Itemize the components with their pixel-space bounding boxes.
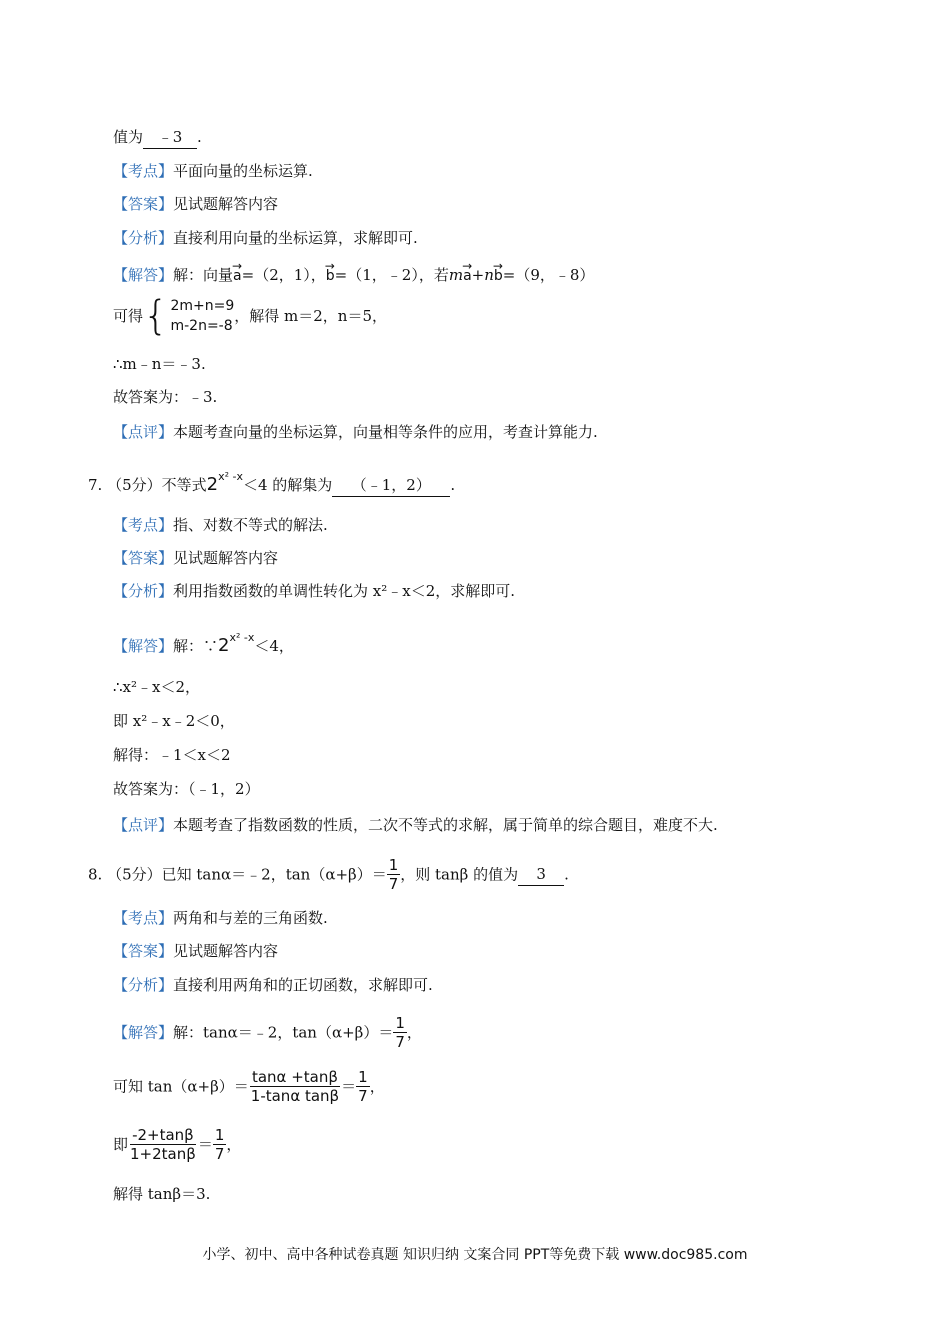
- q8-fraction-4: $\frac{1}{7}$: [214, 1126, 225, 1163]
- q6-daan: 【答案】见试题解答内容: [113, 195, 279, 213]
- q6-guda: 故答案为：﹣3.: [113, 388, 218, 406]
- q7-step3: 解得：﹣1＜x＜2: [113, 746, 231, 764]
- vector-b: → b: [326, 259, 335, 287]
- q6-fenxi: 【分析】直接利用向量的坐标运算，求解即可.: [113, 229, 418, 247]
- q8-stem: 8. （5分）已知 tanα＝﹣2，tan（α+β）＝ $\frac{1}{7}$ ，则 tanβ 的值为 3 .: [88, 856, 569, 893]
- q8-fenxi: 【分析】直接利用两角和的正切函数，求解即可.: [113, 976, 433, 994]
- q7-stem: 7. （5分）不等式$2^{x^2 -x}<4$ 的解集为 （﹣1，2） .: [88, 466, 455, 497]
- tan-sum-formula: $\frac{\tan\alpha +\tan\beta}{\text{1-tanα tanβ}}$: [250, 1068, 340, 1105]
- q8-kaodian: 【考点】两角和与差的三角函数.: [113, 909, 328, 927]
- q8-fraction-3: $\frac{1}{7}$: [358, 1068, 368, 1105]
- vector-a-2: → a: [463, 259, 472, 287]
- q7-dianping: 【点评】本题考查了指数函数的性质，二次不等式的求解，属于简单的综合题目，难度不大.: [113, 816, 718, 834]
- equation-system: { 2m+n=9 m-2n=-8: [143, 293, 235, 339]
- q6-jieda: 【解答】解：向量→ a=（2，1），→ b=（1，﹣2），若m→ a+n→ b=（9，﹣8）: [113, 259, 594, 287]
- q8-fraction-2: $\frac{1}{7}$: [395, 1014, 405, 1051]
- q7-fenxi: 【分析】利用指数函数的单调性转化为 x²﹣x＜2，求解即可.: [113, 582, 516, 600]
- q7-guda: 故答案为：（﹣1，2）: [113, 780, 260, 798]
- q7-kaodian: 【考点】指、对数不等式的解法.: [113, 516, 328, 534]
- q7-exponent: $2^{x^2 -x}$: [206, 470, 243, 495]
- vector-a: → a: [233, 259, 242, 287]
- q6-answer: ﹣3: [143, 126, 197, 149]
- page-footer: 小学、初中、高中各种试卷真题 知识归纳 文案合同 PPT等免费下载 www.doc985.com: [202, 1247, 748, 1263]
- q7-daan: 【答案】见试题解答内容: [113, 549, 279, 567]
- q6-answer-line: 值为 ﹣3 .: [113, 126, 202, 149]
- q8-fraction: $\frac{1}{7}$: [388, 856, 399, 893]
- q7-exponent-2: $2^{x^2 -x}$: [218, 631, 255, 656]
- q7-answer: （﹣1，2）: [332, 474, 450, 497]
- vector-b-2: → b: [494, 259, 503, 287]
- q6-system: 可得 { 2m+n=9 m-2n=-8 ，解得 m＝2，n＝5，: [113, 293, 388, 339]
- substituted-formula: $\frac{-2+\tan\beta}{1+2\tan\beta}$: [130, 1126, 196, 1163]
- q8-jieda: 【解答】解：tanα＝﹣2，tan（α+β）＝ $\frac{1}{7}$ ，: [113, 1014, 422, 1051]
- q6-dianping: 【点评】本题考查向量的坐标运算，向量相等条件的应用，考查计算能力.: [113, 423, 598, 441]
- q8-daan: 【答案】见试题解答内容: [113, 942, 279, 960]
- q8-kezhi: 可知 tan（α+β）＝ $\frac{\tan\alpha +\tan\beta}{\text{1-tanα tanβ}}$ ＝ $\frac{1}{7}$ ，: [113, 1068, 385, 1105]
- q7-step1: ∴x²﹣x＜2，: [113, 678, 201, 696]
- q8-result: 解得 tanβ＝3.: [113, 1185, 211, 1203]
- q6-kaodian: 【考点】平面向量的坐标运算.: [113, 162, 313, 180]
- q8-answer: 3: [518, 863, 564, 886]
- q7-jieda: 【解答】解：$\because 2^{x^2 -x}<4$，: [113, 627, 294, 657]
- q7-step2: 即 x²﹣x﹣2＜0，: [113, 712, 235, 730]
- q8-ji: 即 $\frac{-2+\tan\beta}{1+2\tan\beta}$ ＝ $\frac{1}{7}$ ，: [113, 1126, 242, 1163]
- q6-therefore: ∴m﹣n＝﹣3.: [113, 355, 206, 373]
